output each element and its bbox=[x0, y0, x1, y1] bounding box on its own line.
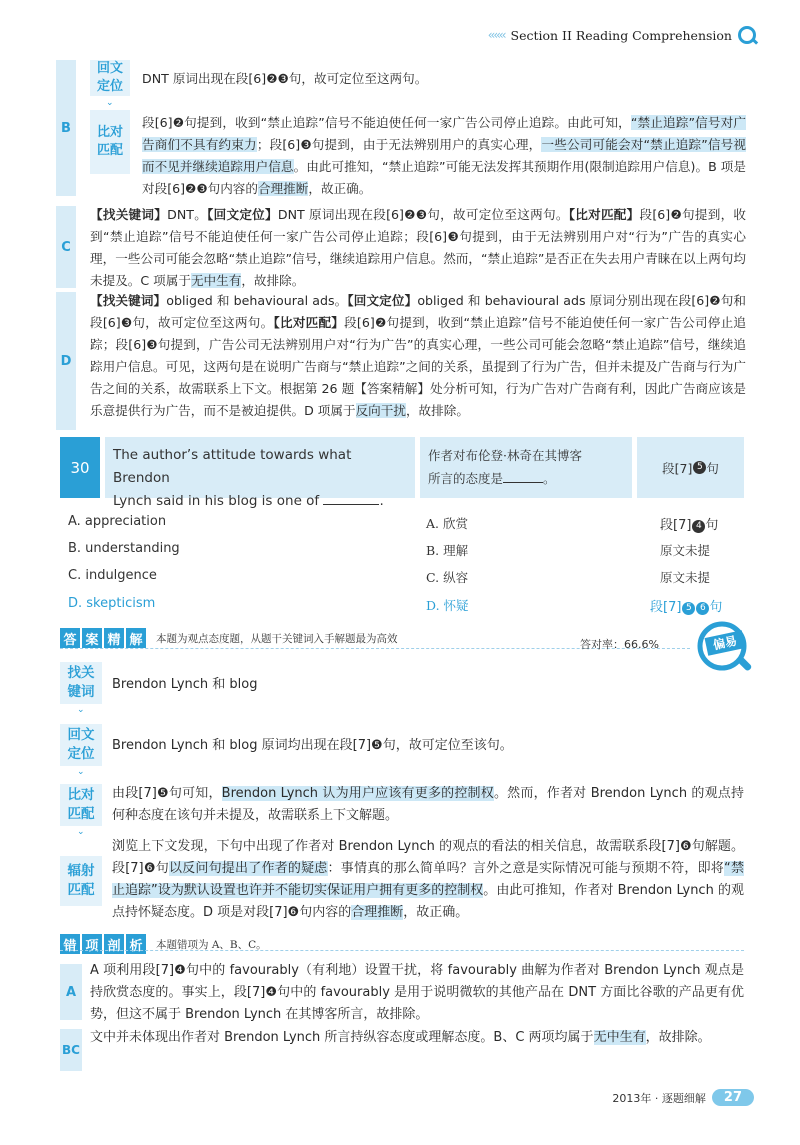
step-tag-match: 比对 匹配 bbox=[90, 110, 130, 174]
option-d-cn: D. 怀疑 bbox=[426, 598, 469, 613]
chevron-down-icon: ⌄ bbox=[77, 767, 85, 777]
locate-text: Brendon Lynch 和 blog 原词均出现在段[7]❺句，故可定位至该句。 bbox=[112, 738, 513, 753]
divider bbox=[60, 950, 744, 951]
option-b-cn: B. 理解 bbox=[426, 543, 469, 558]
option-a-src: 段[7] 4 句 bbox=[660, 518, 719, 533]
option-b-en: B. understanding bbox=[68, 541, 180, 556]
chevron-down-icon: ⌄ bbox=[77, 827, 85, 837]
page-number: 27 bbox=[712, 1089, 754, 1106]
highlight: 无中生有 bbox=[593, 1030, 646, 1045]
section-note: 本题错项为 A、B、C。 bbox=[156, 938, 267, 951]
question-stem-cn: 作者对布伦登·林奇在其博客 所言的态度是 。 bbox=[420, 437, 632, 498]
option-letter: A bbox=[60, 964, 82, 1020]
highlight: 以反问句提出了作者的疑虑 bbox=[168, 861, 328, 876]
option-letter: D bbox=[56, 292, 76, 430]
answer-blank bbox=[323, 491, 379, 505]
highlight: Brendon Lynch 认为用户应该有更多的控制权 bbox=[221, 786, 494, 801]
step-tag-match: 比对 匹配 bbox=[60, 784, 102, 826]
wrong-a-analysis bbox=[60, 960, 744, 1024]
option-d-en: D. skepticism bbox=[68, 596, 156, 611]
step-tag-locate: 回文 定位 bbox=[90, 60, 130, 96]
option-letter: B bbox=[56, 60, 76, 196]
section-title: Section II Reading Comprehension bbox=[510, 27, 732, 43]
option-c-text: 【找关键词】DNT。【回文定位】DNT 原词出现在段[6]❷❸句，故可定位至这两句。【比对匹配】段[6]❷句提到，收到“禁止追踪”信号不能迫使任何一家广告公司停止追踪；段[6]❸句提到，由于无法辨别用户对“行为”广告的真实心理，一些公司可能会忽略“禁止追踪”信号，继续追踪用户信息。然而，“禁止追踪”是否正在失去用户青睐在以上两句均未提及。C 项属于无中生有，故排除。 bbox=[90, 207, 747, 288]
highlight: “禁止追踪”设为默认设置也许并不能切实保证用户拥有更多的控制权 bbox=[112, 861, 744, 898]
q-logo-icon bbox=[738, 26, 756, 44]
difficulty-label: 偏易 bbox=[711, 633, 739, 653]
option-a-en: A. appreciation bbox=[68, 514, 167, 529]
option-a-cn: A. 欣赏 bbox=[426, 516, 468, 531]
highlight: 无中生有 bbox=[190, 273, 242, 288]
highlight: 合理推断 bbox=[257, 181, 309, 196]
arrows-decoration: ‹‹‹‹‹‹ bbox=[487, 28, 505, 42]
wrong-section-header: 错 项 剖 析 本题错项为 A、B、C。 bbox=[60, 934, 267, 954]
question-source-ref: 段[7] 5 句 bbox=[637, 437, 744, 498]
option-letter: C bbox=[56, 206, 76, 288]
correct-rate: 答对率：66.6% bbox=[580, 638, 659, 651]
highlight: 一些公司可能会对“禁止追踪”信号视而不见并继续追踪用户信息 bbox=[142, 137, 747, 174]
highlight: 反向干扰 bbox=[355, 403, 406, 418]
option-d-text: 【找关键词】obliged 和 behavioural ads。【回文定位】obliged 和 behavioural ads 原词分别出现在段[6]❷句和段[6]❸句，故可定位至这两句。【比对匹配】段[6]❷句提到，收到“禁止追踪”信号不能迫使任何一家广告公司停止追踪；段[6]❸句提到，广告公司无法辨别用户对“行为广告”的真实心理，一些公司可能会忽略“禁止追踪”信号，继续追踪用户信息。可见，这两句是在说明广告商与“禁止追踪”之间的关系，虽提到了行为广告，但并未提及广告商与行为广告之间的关系，故需联系上下文。根据第 26 题【答案精解】处分析可知，行为广告对广告商有利，因此广告商应该是乐意提供行为广告，而不是被迫提供。D 项属于反向干扰，故排除。 bbox=[90, 293, 747, 418]
match-text: 由段[7]❺句可知，Brendon Lynch 认为用户应该有更多的控制权。然而，作者对 Brendon Lynch 的观点持何种态度在该句并未提及，故需联系上下文解题。 bbox=[112, 786, 744, 823]
chevron-down-icon: ⌄ bbox=[106, 98, 114, 108]
question-number: 30 bbox=[60, 437, 100, 498]
book-title: 2013年 · 逐题细解 bbox=[612, 1091, 706, 1105]
answer-blank bbox=[503, 469, 543, 483]
highlight: 合理推断 bbox=[351, 905, 404, 920]
radiate-text: 浏览上下文发现，下句中出现了作者对 Brendon Lynch 的观点的看法的相关信息，故需联系段[7]❻句解题。段[7]❻句以反问句提出了作者的疑虑：事情真的那么简单吗？言外之意是实际情况可能与预期不符，即将“禁止追踪”设为默认设置也许并不能切实保证用户拥有更多的控制权。由此可推知，作者对 Brendon Lynch 的观点持怀疑态度。D 项是对段[7]❻句内容的合理推断，故正确。 bbox=[112, 839, 744, 920]
option-b-src: 原文未提 bbox=[660, 543, 711, 558]
chevron-down-icon: ⌄ bbox=[77, 705, 85, 715]
keyword-text: Brendon Lynch 和 blog bbox=[112, 677, 258, 692]
wrong-a-text: A 项利用段[7]❹句中的 favourably（有利地）设置干扰，将 favourably 曲解为作者对 Brendon Lynch 观点是持欣赏态度的。事实上，段[7]❹句中的 favourably 是用于说明微软的其他产品在 DNT 方面比谷歌的产品更有优势，但这不属于 Brendon Lynch 在其博客所言，故排除。 bbox=[90, 963, 744, 1022]
difficulty-badge bbox=[692, 614, 756, 678]
question-stem-en: The author’s attitude towards what Brendon Lynch said in his blog is one of . bbox=[105, 437, 415, 498]
option-d-src: 段[7] 5 6 句 bbox=[650, 600, 723, 615]
section-note: 本题为观点态度题，从题干关键词入手解题最为高效 bbox=[156, 632, 398, 645]
question-banner bbox=[60, 437, 744, 509]
step-tag-radiate: 辐射 匹配 bbox=[60, 856, 102, 906]
option-c-src: 原文未提 bbox=[660, 570, 711, 585]
answer-section-header: 答 案 精 解 本题为观点态度题，从题干关键词入手解题最为高效 bbox=[60, 628, 398, 648]
page-footer bbox=[612, 1089, 754, 1106]
running-header bbox=[488, 26, 756, 44]
locate-text: DNT 原词出现在段[6]❷❸句，故可定位至这两句。 bbox=[142, 71, 428, 86]
option-c-en: C. indulgence bbox=[68, 568, 157, 583]
wrong-bc-analysis bbox=[60, 1027, 744, 1073]
option-letter: BC bbox=[60, 1029, 82, 1071]
highlight: “禁止追踪”信号对广告商们不具有约束力 bbox=[142, 115, 746, 152]
option-d-analysis bbox=[56, 290, 746, 432]
wrong-bc-text: 文中并未体现出作者对 Brendon Lynch 所言持纵容态度或理解态度。B、C 两项均属于无中生有，故排除。 bbox=[90, 1030, 711, 1045]
step-tag-locate: 回文 定位 bbox=[60, 724, 102, 766]
option-b-analysis bbox=[56, 56, 746, 202]
option-c-cn: C. 纵容 bbox=[426, 570, 469, 585]
option-c-analysis bbox=[56, 204, 746, 288]
match-text: 段[6]❷句提到，收到“禁止追踪”信号不能迫使任何一家广告公司停止追踪。由此可知，“禁止追踪”信号对广告商们不具有约束力；段[6]❸句提到，由于无法辨别用户的真实心理，一些公司可能会对“禁止追踪”信号视而不见并继续追踪用户信息。由此可推知，“禁止追踪”可能无法发挥其预期作用(限制追踪用户信息)。B 项是对段[6]❷❸句内容的合理推断，故正确。 bbox=[142, 115, 747, 196]
step-tag-keyword: 找关 键词 bbox=[60, 662, 102, 704]
